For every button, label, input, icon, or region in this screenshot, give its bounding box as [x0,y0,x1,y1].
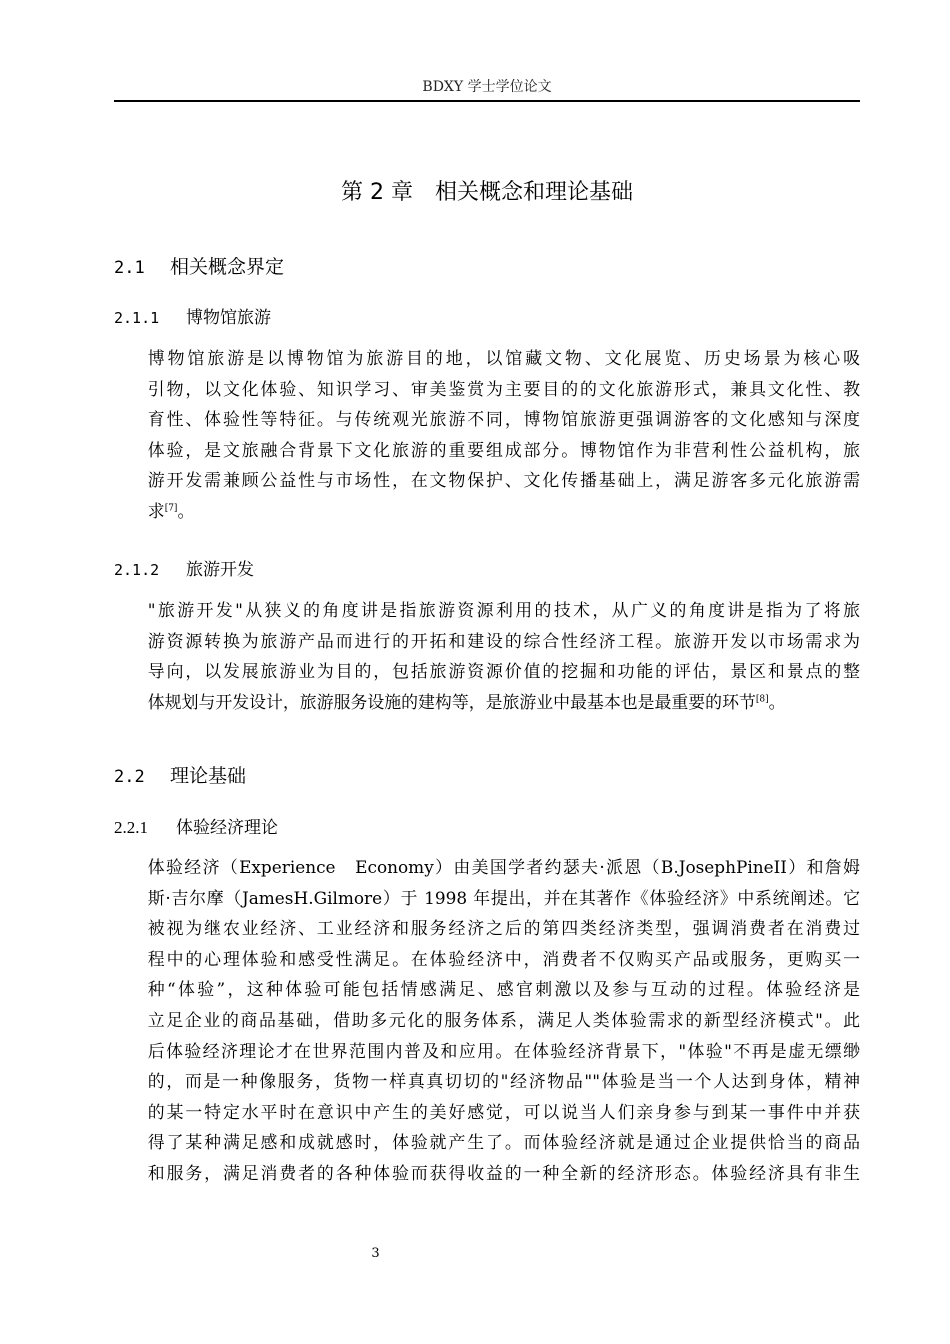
section-title: 旅游开发 [186,560,254,580]
paragraph-experience-economy [114,852,860,1189]
text-line: 和服务，满足消费者的各种体验而获得收益的一种全新的经济形态。体验经济具有非生 [147,1162,860,1183]
text-line: 博物馆旅游是以博物馆为旅游目的地，以馆藏文物、文化展览、历史场景为核心吸 [147,348,860,368]
text-line-with-citation [114,687,860,718]
text-line: 体验经济（Experience Economy）由美国学者约瑟夫·派恩（B.JosephPineII）和詹姆 [147,857,860,877]
text-line: 的某一特定水平时在意识中产生的美好感觉，可以说当人们亲身参与到某一事件中并获 [147,1101,860,1122]
page-number: 3 [371,1246,380,1261]
text-line: 育性、体验性等特征。与传统观光旅游不同，博物馆旅游更强调游客的文化感知与深度 [147,409,860,430]
chapter-title: 第 2 章 相关概念和理论基础 [341,180,633,205]
text-fragment: 。 [177,500,195,521]
text-line: "旅游开发"从狭义的角度讲是指旅游资源利用的技术，从广义的角度讲是指为了将旅 [147,600,860,620]
text-fragment: 求 [147,500,165,521]
section-title: 理论基础 [170,765,247,787]
text-line: 导向，以发展旅游业为目的，包括旅游资源价值的挖掘和功能的评估，景区和景点的整 [147,661,860,682]
header-rule [114,100,860,102]
section-heading-2-2 [114,762,246,791]
text-line: 后体验经济理论才在世界范围内普及和应用。在体验经济背景下，"体验"不再是虚无缥缈 [147,1040,860,1061]
text-fragment: 体规划与开发设计，旅游服务设施的建构等，是旅游业中最基本也是最重要的环节 [147,691,756,712]
section-number: 2.2.1 [114,818,148,837]
running-header: BDXY 学士学位论文 [422,79,552,95]
text-line-with-citation [114,496,860,527]
citation-ref: [8] [755,694,769,705]
citation-ref: [7] [164,503,178,514]
section-heading-2-1 [114,253,284,282]
text-line: 被视为继农业经济、工业经济和服务经济之后的第四类经济类型，强调消费者在消费过 [147,918,860,939]
section-number: 2.1.1 [114,309,160,327]
section-title: 体验经济理论 [176,818,278,838]
text-line: 斯·吉尔摩（JamesH.Gilmore）于 1998 年提出，并在其著作《体验经济》中系统阐述。它 [147,887,860,908]
text-line: 程中的心理体验和感受性满足。在体验经济中，消费者不仅购买产品或服务，更购买一 [147,948,860,969]
paragraph-tourism-development [114,595,860,717]
section-number: 2.1 [114,258,145,278]
paragraph-museum-tourism [114,343,860,527]
section-number: 2.1.2 [114,561,160,579]
text-line: 体验，是文旅融合背景下文化旅游的重要组成部分。博物馆作为非营利性公益机构，旅 [147,439,860,460]
section-title: 相关概念界定 [170,256,285,278]
text-fragment: 。 [768,691,786,712]
text-line: 种“体验”，这种体验可能包括情感满足、感官刺激以及参与互动的过程。体验经济是 [147,979,860,1000]
section-heading-2-1-2 [114,557,254,583]
text-line: 的，而是一种像服务，货物一样真真切切的"经济物品""体验是当一个人达到身体，精神 [147,1071,860,1092]
text-line: 引物，以文化体验、知识学习、审美鉴赏为主要目的的文化旅游形式，兼具文化性、教 [147,378,860,399]
text-line: 得了某种满足感和成就感时，体验就产生了。而体验经济就是通过企业提供恰当的商品 [147,1132,860,1153]
text-line: 游资源转换为旅游产品而进行的开拓和建设的综合性经济工程。旅游开发以市场需求为 [147,630,860,651]
section-heading-2-1-1 [114,305,271,331]
section-heading-2-2-1 [114,815,278,841]
text-line: 立足企业的商品基础，借助多元化的服务体系，满足人类体验需求的新型经济模式"。此 [147,1009,860,1030]
text-line: 游开发需兼顾公益性与市场性，在文物保护、文化传播基础上，满足游客多元化旅游需 [147,470,860,491]
section-number: 2.2 [114,767,145,787]
section-title: 博物馆旅游 [186,308,271,328]
